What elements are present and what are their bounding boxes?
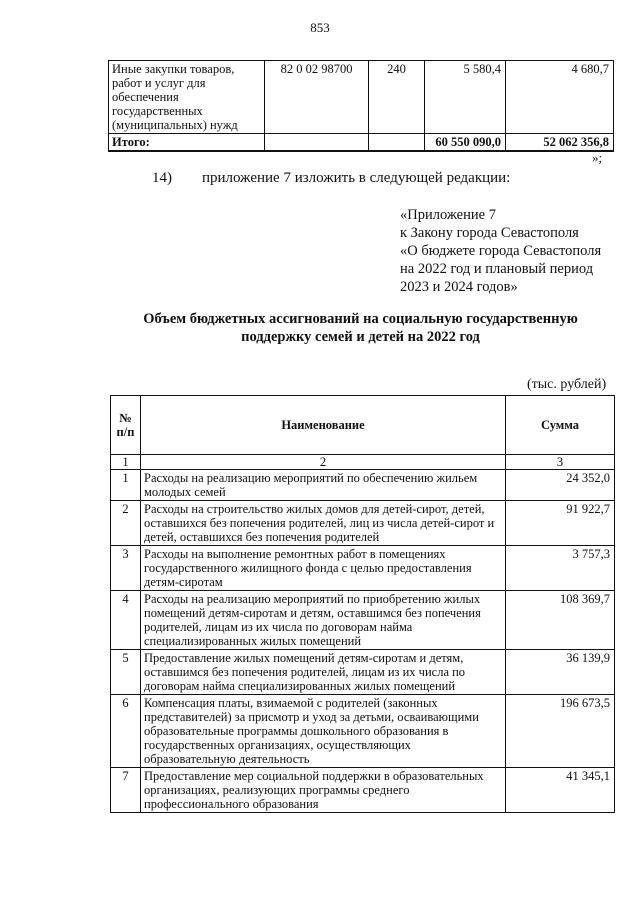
expense-type: 240 — [369, 61, 425, 134]
appendix-line: «Приложение 7 — [400, 207, 496, 223]
amount-2023: 5 580,4 — [425, 61, 506, 134]
table-row — [111, 591, 615, 650]
header-sum: Сумма — [506, 396, 615, 455]
row-name: Расходы на строительство жилых домов для детей-сирот, детей, оставшихся без попечения родителей, лиц из числа детей-сирот и детей, оставшихся без попечения родителей — [141, 501, 506, 546]
row-name: Расходы на реализацию мероприятий по обеспечению жильем молодых семей — [141, 470, 506, 501]
row-number: 7 — [111, 768, 141, 813]
appendix-line: на 2022 год и плановый период — [400, 261, 594, 277]
amount-2024: 4 680,7 — [506, 61, 614, 134]
row-name: Предоставление мер социальной поддержки в образовательных организациях, реализующих программы среднего профессионального образования — [141, 768, 506, 813]
row-amount: 108 369,7 — [506, 591, 615, 650]
column-index-row — [111, 455, 615, 470]
row-number: 1 — [111, 470, 141, 501]
row-number: 6 — [111, 695, 141, 768]
table-row — [111, 695, 615, 768]
row-number: 5 — [111, 650, 141, 695]
table-row — [109, 61, 614, 134]
row-name: Расходы на реализацию мероприятий по приобретению жилых помещений детям-сиротам и детям, оставшимся без попечения родителей, лицам из их числа по договорам найма специализированных жилых помещений — [141, 591, 506, 650]
column-index: 1 — [111, 455, 141, 470]
row-number: 2 — [111, 501, 141, 546]
appendix-heading — [400, 206, 601, 296]
header-name: Наименование — [141, 396, 506, 455]
table-row — [111, 470, 615, 501]
row-number: 3 — [111, 546, 141, 591]
total-label: Итого: — [109, 134, 265, 152]
item-number: 14) — [152, 170, 172, 186]
row-name: Предоставление жилых помещений детям-сиротам и детям, оставшимся без попечения родителей, лицам из их числа по договорам найма специализированных жилых помещений — [141, 650, 506, 695]
budget-table-fragment — [108, 60, 614, 152]
units-label: (тыс. рублей) — [527, 377, 607, 392]
instruction-text: приложение 7 изложить в следующей редакции: — [202, 170, 511, 186]
header-number: № п/п — [111, 396, 141, 455]
row-number: 4 — [111, 591, 141, 650]
appendix-line: «О бюджете города Севастополя — [400, 243, 602, 259]
column-index: 2 — [141, 455, 506, 470]
expense-name: Иные закупки товаров, работ и услуг для обеспечения государственных (муниципальных) нужд — [109, 61, 265, 134]
page-number: 853 — [310, 20, 330, 35]
total-amount-2024: 52 062 356,8 — [506, 134, 614, 152]
table-row — [111, 650, 615, 695]
row-amount: 36 139,9 — [506, 650, 615, 695]
row-amount: 41 345,1 — [506, 768, 615, 813]
row-amount: 3 757,3 — [506, 546, 615, 591]
total-amount-2023: 60 550 090,0 — [425, 134, 506, 152]
row-name: Расходы на выполнение ремонтных работ в помещениях государственного жилищного фонда с целью предоставления детям-сиротам — [141, 546, 506, 591]
row-amount: 196 673,5 — [506, 695, 615, 768]
row-name: Компенсация платы, взимаемой с родителей (законных представителей) за присмотр и уход за детьми, осваивающими образовательные программы дошкольного образования в государственных организациях, осуществляющих образовательную деятельность — [141, 695, 506, 768]
row-amount: 91 922,7 — [506, 501, 615, 546]
table-row — [111, 501, 615, 546]
title-line: Объем бюджетных ассигнований на социальную государственную — [143, 311, 578, 327]
table-row — [111, 768, 615, 813]
document-title — [108, 310, 613, 346]
amendment-instruction — [152, 170, 510, 187]
row-amount: 24 352,0 — [506, 470, 615, 501]
allocations-table — [110, 395, 615, 813]
table-row — [111, 546, 615, 591]
column-index: 3 — [506, 455, 615, 470]
title-line: поддержку семей и детей на 2022 год — [241, 329, 480, 345]
appendix-line: к Закону города Севастополя — [400, 225, 579, 241]
closing-quote: »; — [592, 150, 603, 165]
budget-code: 82 0 02 98700 — [265, 61, 369, 134]
total-row — [109, 134, 614, 152]
appendix-line: 2023 и 2024 годов» — [400, 279, 518, 295]
table-header-row — [111, 396, 615, 455]
